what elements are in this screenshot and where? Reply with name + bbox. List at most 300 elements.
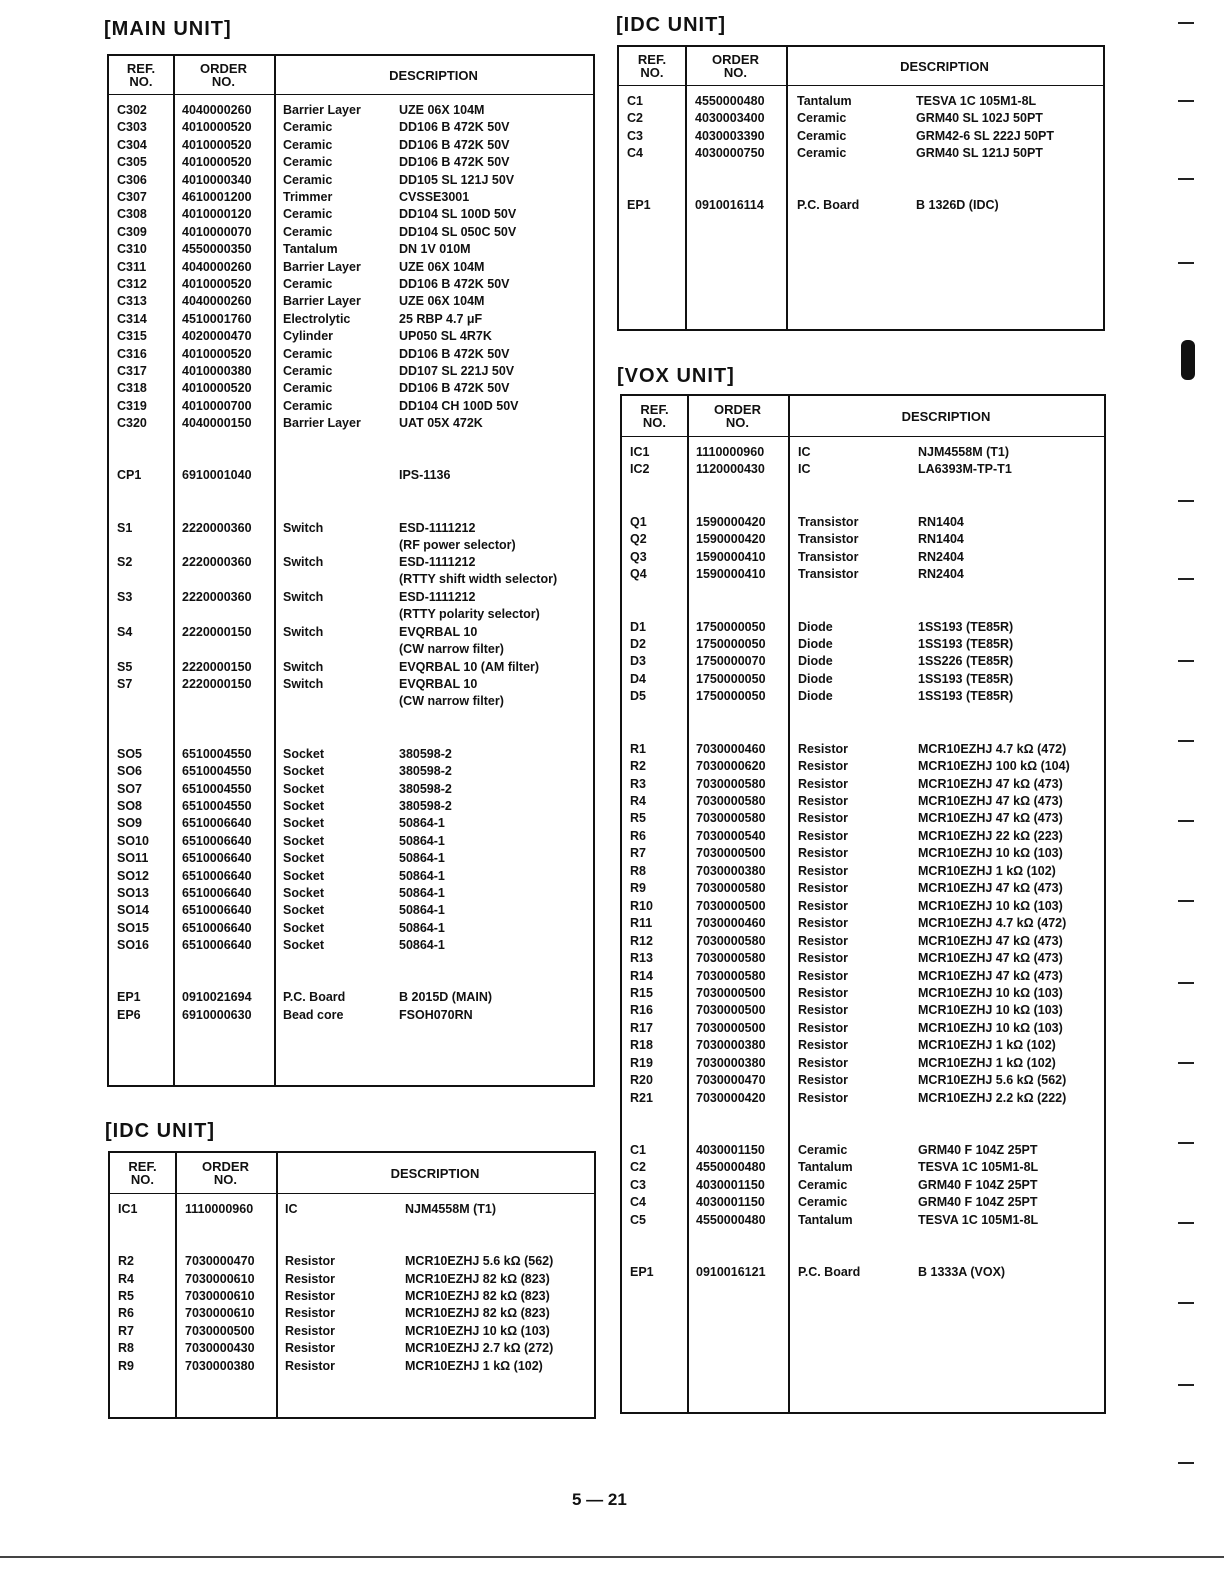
part-type-cell: Tantalum [798, 1160, 853, 1175]
ref-no-cell: SO14 [117, 903, 149, 918]
ref-no-cell: C1 [627, 94, 643, 108]
ref-no-cell: R11 [630, 916, 653, 931]
order-no-cell: 7030000500 [696, 898, 766, 913]
table-row [622, 671, 1104, 688]
table-row [110, 1271, 594, 1288]
table-row [622, 549, 1104, 566]
ref-no-cell: EP1 [630, 1265, 654, 1280]
part-type-cell: Socket [283, 868, 324, 883]
table-row [622, 950, 1104, 967]
edge-mark [1178, 1142, 1194, 1144]
edge-mark [1178, 1062, 1194, 1064]
ref-no-cell: R21 [630, 1090, 653, 1105]
part-number-cell: DN 1V 010M [399, 242, 471, 257]
order-no-cell: 1750000050 [696, 636, 766, 651]
order-no-cell: 6510006640 [182, 868, 252, 883]
part-type-cell: Resistor [798, 916, 849, 931]
ref-no-cell: IC1 [118, 1202, 138, 1216]
part-type-cell: Socket [283, 833, 324, 848]
order-no-cell: 0910021694 [182, 990, 252, 1005]
part-number-cell: MCR10EZHJ 1 kΩ (102) [918, 1055, 1056, 1070]
order-no-cell: 4030003400 [695, 111, 765, 126]
order-no-cell: 7030000500 [696, 985, 766, 1000]
ref-no-cell: S1 [117, 520, 133, 535]
part-number-cell: NJM4558M (T1) [405, 1202, 496, 1216]
table-row [109, 624, 593, 656]
part-number-cell: 50864-1 [399, 938, 445, 953]
table-row [622, 880, 1104, 897]
ref-no-cell: R18 [630, 1038, 653, 1053]
part-number-cell: MCR10EZHJ 47 kΩ (473) [918, 951, 1063, 966]
edge-mark [1178, 500, 1194, 502]
part-type-cell: Resistor [798, 1003, 849, 1018]
part-number-cell: 380598-2 [399, 781, 452, 796]
part-number-cell: TESVA 1C 105M1-8L [918, 1160, 1039, 1175]
part-type-cell: Ceramic [283, 137, 333, 152]
order-no-cell: 6510004550 [182, 746, 252, 761]
order-no-cell: 4550000480 [696, 1160, 766, 1175]
order-no-cell: 6910000630 [182, 1007, 252, 1022]
part-number-cell: DD106 B 472K 50V [399, 277, 510, 291]
part-number-cell: TESVA 1C 105M1-8L [918, 1212, 1039, 1227]
ref-no-cell: Q2 [630, 532, 647, 547]
table-row [109, 398, 593, 415]
part-number-cell: RN2404 [918, 567, 964, 582]
ref-no-cell: R9 [630, 881, 646, 896]
order-no-cell: 1120000430 [696, 462, 765, 477]
ref-no-cell: S3 [117, 590, 133, 605]
part-number-cell: 380598-2 [399, 746, 452, 761]
part-type-cell: Transistor [798, 549, 859, 564]
table-row [109, 920, 593, 937]
part-type-cell: Ceramic [283, 381, 333, 396]
part-type-cell: Resistor [285, 1289, 336, 1303]
ref-no-cell: SO10 [117, 833, 149, 848]
part-type-cell: Resistor [798, 933, 849, 948]
part-number-cell: 50864-1 [399, 816, 445, 831]
ref-no-cell: R7 [118, 1323, 134, 1338]
order-no-cell: 4040000260 [182, 294, 252, 309]
table-row [622, 1177, 1104, 1194]
order-no-cell: 7030000580 [696, 776, 766, 791]
part-number-cell: ESD-1111212 [399, 590, 476, 605]
ref-no-header: REF. NO. [637, 52, 667, 80]
ref-no-cell: SO11 [117, 851, 149, 866]
part-note-cell: (RTTY polarity selector) [399, 607, 540, 622]
ref-no-cell: C315 [117, 329, 147, 344]
part-number-cell: NJM4558M (T1) [918, 445, 1009, 459]
table-row [109, 189, 593, 206]
part-type-cell: P.C. Board [798, 1265, 861, 1280]
edge-mark [1178, 900, 1194, 902]
part-type-cell: Ceramic [283, 277, 333, 291]
part-number-cell: MCR10EZHJ 1 kΩ (102) [405, 1358, 543, 1373]
part-number-cell: 1SS226 (TE85R) [918, 654, 1014, 669]
ref-no-cell: C3 [627, 128, 643, 143]
order-no-cell: 4010000520 [182, 277, 252, 291]
part-type-cell: Resistor [798, 794, 849, 808]
table-row [109, 763, 593, 780]
part-number-cell: MCR10EZHJ 10 kΩ (103) [918, 846, 1063, 861]
order-no-cell: 4010000340 [182, 172, 252, 187]
part-type-cell: Resistor [798, 811, 849, 826]
part-number-cell: MCR10EZHJ 82 kΩ (823) [405, 1306, 550, 1321]
part-type-cell: Resistor [285, 1358, 336, 1373]
ref-no-cell: C302 [117, 103, 147, 117]
edge-mark [1178, 820, 1194, 822]
ref-no-cell: S4 [117, 625, 133, 639]
part-type-cell: Resistor [285, 1323, 336, 1338]
order-no-cell: 7030000460 [696, 916, 766, 931]
table-row [622, 1142, 1104, 1159]
table-row [109, 781, 593, 798]
part-number-cell: 380598-2 [399, 799, 452, 813]
table-row [110, 1358, 594, 1375]
table-row [109, 554, 593, 587]
table-row [622, 566, 1104, 583]
ref-no-cell: C303 [117, 120, 147, 135]
part-type-cell: Ceramic [283, 172, 333, 187]
ref-no-cell: R7 [630, 846, 646, 861]
order-no-cell: 7030000620 [696, 759, 766, 774]
part-type-cell: Transistor [798, 532, 859, 547]
table-row [109, 833, 593, 850]
table-row [110, 1305, 594, 1322]
ref-no-cell: R5 [118, 1289, 134, 1303]
table-row [109, 415, 593, 432]
part-number-cell: DD106 B 472K 50V [399, 381, 510, 396]
ref-no-cell: C314 [117, 311, 147, 326]
table-row [109, 224, 593, 241]
part-type-cell: Barrier Layer [283, 416, 361, 431]
main-unit-table [107, 54, 595, 1087]
table-row [109, 137, 593, 154]
order-no-cell: 7030000470 [185, 1254, 255, 1269]
ref-no-cell: D3 [630, 654, 646, 669]
part-number-cell: GRM40 SL 102J 50PT [916, 111, 1043, 126]
table-row [109, 241, 593, 258]
ref-no-header: REF. NO. [640, 402, 669, 430]
table-row [109, 885, 593, 902]
part-number-cell: UP050 SL 4R7K [399, 329, 492, 344]
ref-no-cell: D5 [630, 689, 646, 704]
description-header: DESCRIPTION [901, 408, 991, 424]
part-number-cell: MCR10EZHJ 47 kΩ (473) [918, 881, 1063, 896]
table-row [109, 293, 593, 310]
part-type-cell: Socket [283, 851, 324, 866]
order-no-cell: 4010000070 [182, 224, 252, 239]
part-number-cell: MCR10EZHJ 5.6 kΩ (562) [405, 1254, 554, 1269]
table-row [619, 110, 1103, 127]
ref-no-cell: R6 [118, 1306, 134, 1321]
order-no-cell: 6510004550 [182, 799, 252, 813]
ref-no-cell: C1 [630, 1143, 646, 1157]
part-number-cell: B 1333A (VOX) [918, 1265, 1006, 1280]
order-no-cell: 1750000070 [696, 654, 766, 669]
part-type-cell: Resistor [285, 1271, 336, 1286]
part-type-cell: Resistor [798, 968, 849, 983]
part-note-cell: (RF power selector) [399, 537, 516, 552]
table-row [109, 868, 593, 885]
table-row [622, 1264, 1104, 1281]
edge-mark [1178, 22, 1194, 24]
table-row [109, 380, 593, 397]
part-type-cell: Barrier Layer [283, 259, 361, 274]
part-note-cell: (CW narrow filter) [399, 694, 504, 709]
order-no-cell: 1110000960 [696, 445, 765, 459]
part-number-cell: UZE 06X 104M [399, 103, 485, 117]
ref-no-cell: C309 [117, 224, 147, 239]
part-type-cell: Switch [283, 590, 324, 605]
part-type-cell: Tantalum [798, 1212, 853, 1227]
part-number-cell: MCR10EZHJ 4.7 kΩ (472) [918, 916, 1067, 931]
part-type-cell: Ceramic [797, 111, 847, 126]
table-row [622, 741, 1104, 758]
part-type-cell: Resistor [798, 1090, 849, 1105]
table-row [109, 346, 593, 363]
order-no-cell: 4040000260 [182, 259, 252, 274]
idc-unit-bottom-table [108, 1151, 596, 1419]
order-no-cell: 7030000500 [696, 1003, 766, 1018]
ref-no-cell: R6 [630, 828, 646, 843]
ref-no-cell: Q3 [630, 549, 647, 564]
part-number-cell: 50864-1 [399, 920, 445, 935]
order-no-cell: 4010000520 [182, 137, 252, 152]
part-type-cell: Diode [798, 619, 833, 634]
description-header: DESCRIPTION [389, 67, 478, 83]
order-no-cell: 7030000540 [696, 828, 766, 843]
table-row [109, 815, 593, 832]
part-type-cell: Ceramic [283, 224, 333, 239]
edge-mark [1178, 178, 1194, 180]
table-row [622, 619, 1104, 636]
ref-no-cell: EP1 [117, 990, 141, 1005]
ref-no-cell: CP1 [117, 468, 142, 483]
ref-no-header: REF. NO. [126, 61, 156, 89]
part-type-cell: Ceramic [283, 398, 333, 413]
part-note-cell: (RTTY shift width selector) [399, 572, 558, 587]
ref-no-cell: SO9 [117, 816, 143, 831]
part-type-cell: Socket [283, 938, 324, 953]
table-row [622, 1159, 1104, 1176]
table-row [109, 259, 593, 276]
part-type-cell: Socket [283, 920, 324, 935]
order-no-cell: 2220000150 [182, 659, 252, 674]
part-number-cell: DD107 SL 221J 50V [399, 364, 515, 378]
part-type-cell: Resistor [798, 898, 849, 913]
part-number-cell: FSOH070RN [399, 1007, 473, 1022]
ref-no-cell: SO16 [117, 938, 149, 953]
part-type-cell: Ceramic [283, 155, 333, 170]
part-type-cell: Socket [283, 903, 324, 918]
order-no-cell: 7030000380 [185, 1358, 255, 1373]
part-type-cell: Switch [283, 659, 324, 674]
part-number-cell: MCR10EZHJ 10 kΩ (103) [918, 898, 1063, 913]
ref-no-cell: C320 [117, 416, 147, 431]
ref-no-cell: R19 [630, 1055, 653, 1070]
ref-no-cell: C316 [117, 346, 147, 361]
order-no-header: ORDER NO. [712, 52, 759, 80]
part-type-cell: Diode [798, 654, 833, 669]
ref-no-cell: SO12 [117, 868, 149, 883]
ref-no-cell: EP1 [627, 198, 651, 213]
part-type-cell: Barrier Layer [283, 294, 361, 309]
part-type-cell: Barrier Layer [283, 103, 361, 117]
table-row [622, 915, 1104, 932]
table-row [622, 636, 1104, 653]
part-number-cell: MCR10EZHJ 5.6 kΩ (562) [918, 1073, 1067, 1088]
part-number-cell: UAT 05X 472K [399, 416, 483, 431]
ref-no-cell: EP6 [117, 1007, 141, 1022]
part-number-cell: MCR10EZHJ 4.7 kΩ (472) [918, 741, 1067, 756]
part-number-cell: IPS-1136 [399, 468, 451, 483]
ref-no-cell: R4 [630, 794, 646, 808]
ref-no-cell: R14 [630, 968, 653, 983]
order-no-cell: 6510006640 [182, 833, 252, 848]
order-no-cell: 7030000580 [696, 951, 766, 966]
part-number-cell: 1SS193 (TE85R) [918, 619, 1014, 634]
ref-no-cell: R2 [630, 759, 646, 774]
ref-no-cell: R5 [630, 811, 646, 826]
part-number-cell: GRM40 F 104Z 25PT [918, 1195, 1038, 1210]
ref-no-cell: R10 [630, 898, 653, 913]
vox-unit-table [620, 394, 1106, 1414]
ref-no-cell: R8 [630, 863, 646, 878]
table-row [622, 828, 1104, 845]
order-no-cell: 1110000960 [185, 1202, 254, 1216]
order-no-cell: 4030001150 [696, 1143, 765, 1157]
part-number-cell: CVSSE3001 [399, 190, 470, 204]
part-type-cell: IC [798, 445, 811, 459]
part-number-cell: DD105 SL 121J 50V [399, 172, 515, 187]
table-row [109, 172, 593, 189]
edge-mark [1178, 1222, 1194, 1224]
order-no-cell: 6910001040 [182, 468, 252, 483]
ref-no-cell: SO5 [117, 746, 143, 761]
part-number-cell: MCR10EZHJ 47 kΩ (473) [918, 794, 1063, 808]
edge-mark [1178, 578, 1194, 580]
table-row [110, 1323, 594, 1340]
order-no-cell: 2220000150 [182, 625, 252, 639]
ref-no-cell: R15 [630, 985, 653, 1000]
table-row [109, 989, 593, 1006]
part-number-cell: MCR10EZHJ 1 kΩ (102) [918, 1038, 1056, 1053]
part-type-cell: Socket [283, 746, 324, 761]
edge-mark [1178, 660, 1194, 662]
order-no-cell: 7030000470 [696, 1073, 766, 1088]
table-row [622, 461, 1104, 478]
part-type-cell: Transistor [798, 514, 859, 529]
order-no-cell: 1750000050 [696, 619, 766, 634]
table-row [109, 937, 593, 954]
table-row [622, 1002, 1104, 1019]
ref-no-cell: C3 [630, 1177, 646, 1192]
order-no-cell: 1750000050 [696, 689, 766, 704]
part-type-cell: Ceramic [797, 146, 847, 161]
part-number-cell: 50864-1 [399, 851, 445, 866]
part-type-cell: Resistor [798, 1055, 849, 1070]
order-no-cell: 4040000150 [182, 416, 252, 431]
table-row [619, 93, 1103, 110]
table-row [109, 154, 593, 171]
part-type-cell: Resistor [798, 951, 849, 966]
part-number-cell: MCR10EZHJ 10 kΩ (103) [918, 1020, 1063, 1035]
ref-no-cell: IC2 [630, 462, 650, 477]
part-type-cell: Switch [283, 520, 324, 535]
ref-no-cell: C4 [630, 1195, 646, 1210]
table-row [622, 793, 1104, 810]
table-row [622, 1072, 1104, 1089]
part-number-cell: GRM40 F 104Z 25PT [918, 1143, 1038, 1157]
order-no-cell: 4010000520 [182, 155, 252, 170]
table-row [622, 933, 1104, 950]
part-type-cell: Trimmer [283, 190, 333, 204]
part-number-cell: B 1326D (IDC) [916, 198, 999, 213]
ref-no-cell: R12 [630, 933, 653, 948]
part-number-cell: LA6393M-TP-T1 [918, 462, 1012, 477]
edge-mark [1178, 1462, 1194, 1464]
part-number-cell: MCR10EZHJ 82 kΩ (823) [405, 1289, 550, 1303]
order-no-cell: 4010000380 [182, 364, 252, 378]
part-number-cell: 1SS193 (TE85R) [918, 671, 1014, 686]
part-type-cell: Socket [283, 799, 324, 813]
ref-no-cell: C311 [117, 259, 147, 274]
part-type-cell: Resistor [798, 1073, 849, 1088]
part-type-cell: Cylinder [283, 329, 334, 344]
part-number-cell: 1SS193 (TE85R) [918, 689, 1014, 704]
table-row [109, 467, 593, 484]
part-number-cell: MCR10EZHJ 10 kΩ (103) [405, 1323, 550, 1338]
part-number-cell: B 2015D (MAIN) [399, 990, 493, 1005]
order-no-cell: 7030000500 [696, 846, 766, 861]
part-number-cell: MCR10EZHJ 2.7 kΩ (272) [405, 1341, 554, 1356]
part-number-cell: TESVA 1C 105M1-8L [916, 94, 1037, 108]
order-no-cell: 4030001150 [696, 1177, 765, 1192]
order-no-cell: 7030000610 [185, 1306, 255, 1321]
ref-no-cell: C317 [117, 364, 147, 378]
part-number-cell: 380598-2 [399, 764, 452, 779]
part-number-cell: 25 RBP 4.7 μF [399, 311, 483, 326]
order-no-header: ORDER NO. [200, 61, 247, 89]
order-no-cell: 6510004550 [182, 781, 252, 796]
part-type-cell: Resistor [798, 828, 849, 843]
part-type-cell: Tantalum [797, 94, 852, 108]
part-number-cell: 50864-1 [399, 833, 445, 848]
part-number-cell: UZE 06X 104M [399, 294, 485, 309]
ref-no-cell: R13 [630, 951, 653, 966]
ref-no-cell: C2 [627, 111, 643, 126]
table-row [622, 1194, 1104, 1211]
table-row [622, 653, 1104, 670]
part-number-cell: MCR10EZHJ 10 kΩ (103) [918, 1003, 1063, 1018]
part-type-cell: Ceramic [798, 1195, 848, 1210]
ref-no-cell: Q1 [630, 514, 647, 529]
order-no-cell: 7030000420 [696, 1090, 766, 1105]
order-no-cell: 4030001150 [696, 1195, 765, 1210]
order-no-cell: 1590000410 [696, 567, 766, 582]
part-number-cell: MCR10EZHJ 22 kΩ (223) [918, 828, 1063, 843]
part-number-cell: RN2404 [918, 549, 964, 564]
table-row [110, 1201, 594, 1218]
ref-no-cell: C307 [117, 190, 147, 204]
table-row [622, 863, 1104, 880]
order-no-cell: 4020000470 [182, 329, 252, 344]
ref-no-cell: R2 [118, 1254, 134, 1269]
table-row [622, 1090, 1104, 1107]
part-type-cell: Resistor [798, 985, 849, 1000]
order-no-cell: 1590000410 [696, 549, 766, 564]
part-type-cell: Resistor [798, 881, 849, 896]
